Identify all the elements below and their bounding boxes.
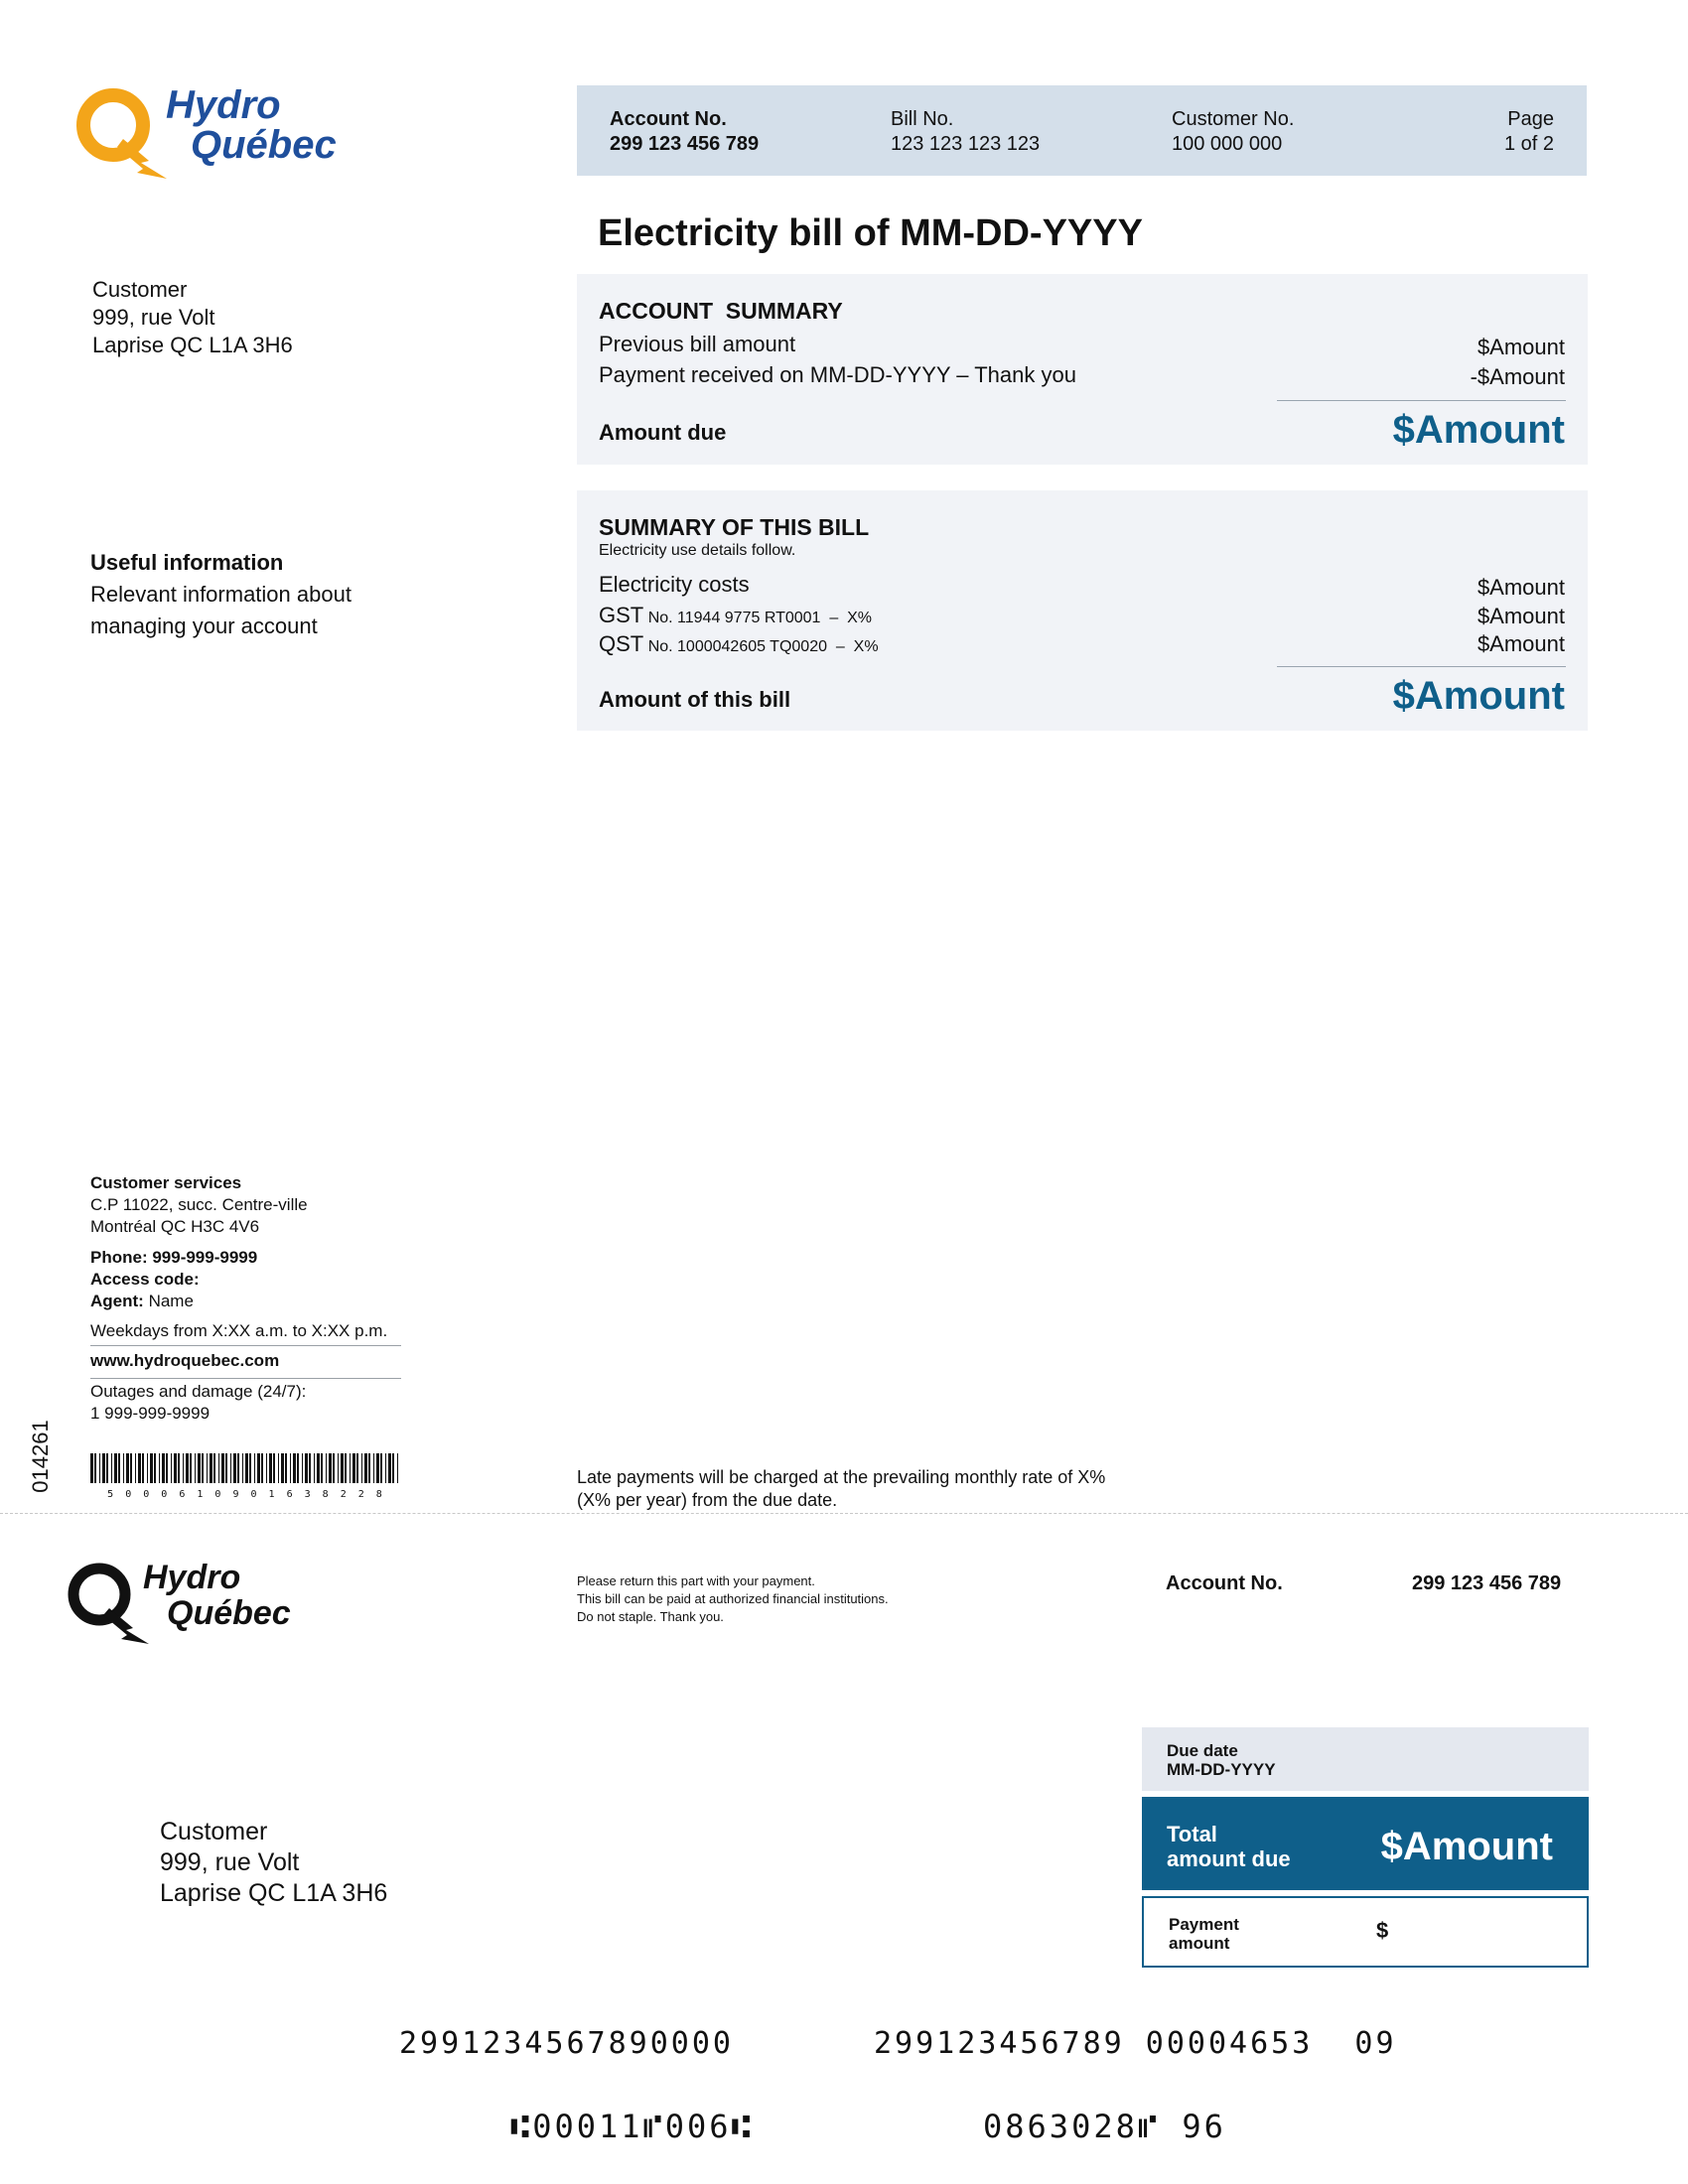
- header-page: [1504, 107, 1554, 157]
- barcode-bar: [230, 1453, 231, 1483]
- barcode-bar: [397, 1453, 398, 1483]
- barcode-bar: [186, 1453, 189, 1483]
- account-summary-heading: ACCOUNT SUMMARY: [599, 298, 843, 324]
- customer-services-website[interactable]: www.hydroquebec.com: [90, 1351, 280, 1370]
- stub-address-name: Customer: [160, 1818, 268, 1845]
- barcode-bar: [166, 1453, 168, 1483]
- barcode-bar: [254, 1453, 255, 1483]
- stub-logo-line2: Québec: [167, 1594, 291, 1632]
- stub-customer-address: [160, 1817, 387, 1909]
- barcode-bar: [376, 1453, 379, 1483]
- customer-label: Customer No.: [1172, 108, 1295, 130]
- amount-due-label: Amount due: [599, 420, 727, 445]
- barcode-bar: [233, 1453, 236, 1483]
- customer-services-rule-2: [90, 1378, 401, 1379]
- barcode-bar: [198, 1453, 201, 1483]
- barcode-bar: [202, 1453, 204, 1483]
- barcode-bar: [126, 1453, 129, 1483]
- barcode-bar: [333, 1453, 335, 1483]
- account-summary-panel: [577, 274, 1588, 465]
- stub-address-street: 999, rue Volt: [160, 1848, 300, 1876]
- ocr-line1-left: 2991234567890000: [399, 2026, 734, 2061]
- barcode-bar: [392, 1453, 394, 1483]
- bill-summary-subheading: Electricity use details follow.: [599, 542, 796, 559]
- bill-summary-heading: SUMMARY OF THIS BILL: [599, 514, 870, 540]
- header-bill: [891, 107, 1040, 157]
- barcode-bar: [361, 1453, 362, 1483]
- agent-name: Name: [148, 1292, 194, 1310]
- customer-services: [90, 1172, 408, 1425]
- barcode-bar: [118, 1453, 120, 1483]
- barcode-bar: [269, 1453, 272, 1483]
- customer-services-hours: Weekdays from X:XX a.m. to X:XX p.m.: [90, 1321, 388, 1340]
- customer-services-address1: C.P 11022, succ. Centre-ville: [90, 1195, 308, 1214]
- barcode-bar: [178, 1453, 180, 1483]
- payment-label-line1: Payment: [1169, 1915, 1239, 1934]
- bill-label: Bill No.: [891, 108, 954, 130]
- barcode-bar: [385, 1453, 386, 1483]
- barcode-bar: [321, 1453, 323, 1483]
- barcode-bar: [111, 1453, 112, 1483]
- bill-number: 123 123 123 123: [891, 133, 1041, 155]
- barcode-bar: [123, 1453, 124, 1483]
- barcode-bar: [130, 1453, 132, 1483]
- customer-services-rule-1: [90, 1345, 401, 1346]
- address-name: Customer: [92, 277, 188, 302]
- barcode-bar: [364, 1453, 367, 1483]
- micr-line2-left: ⑆00011⑈006⑆: [510, 2108, 754, 2145]
- payment-label-line2: amount: [1169, 1934, 1230, 1953]
- barcode-bar: [221, 1453, 224, 1483]
- header-account: [610, 107, 759, 157]
- late-notice-line1: Late payments will be charged at the prevailing monthly rate of X%: [577, 1467, 1106, 1487]
- barcode-bar: [114, 1453, 117, 1483]
- stub-instruction-line2: This bill can be paid at authorized financial institutions.: [577, 1591, 889, 1606]
- page-title: Electricity bill of MM-DD-YYYY: [598, 212, 1143, 254]
- barcode-bar: [195, 1453, 196, 1483]
- payment-received-label: Payment received on MM-DD-YYYY – Thank you: [599, 362, 1076, 387]
- barcode-bar: [278, 1453, 279, 1483]
- previous-bill-amount: $Amount: [1477, 335, 1565, 359]
- useful-heading: Useful information: [90, 550, 284, 575]
- address-city: Laprise QC L1A 3H6: [92, 333, 293, 357]
- barcode-bar: [162, 1453, 165, 1483]
- barcode-bar: [290, 1453, 291, 1483]
- barcode-bar: [305, 1453, 308, 1483]
- total-label-line1: Total: [1167, 1822, 1217, 1846]
- bill-summary-divider: [1277, 666, 1566, 667]
- barcode-bar: [309, 1453, 311, 1483]
- electricity-costs-label: Electricity costs: [599, 572, 750, 597]
- outages-label: Outages and damage (24/7):: [90, 1382, 307, 1401]
- total-label-line2: amount due: [1167, 1846, 1291, 1871]
- barcode-bar: [159, 1453, 160, 1483]
- barcode-bar: [106, 1453, 108, 1483]
- barcode-bar: [138, 1453, 141, 1483]
- qst-amount: $Amount: [1477, 631, 1565, 656]
- barcode-bar: [314, 1453, 315, 1483]
- electricity-costs-amount: $Amount: [1477, 575, 1565, 600]
- barcode-bar: [207, 1453, 208, 1483]
- payment-amount-box[interactable]: [1142, 1896, 1589, 1968]
- amount-of-bill-label: Amount of this bill: [599, 687, 791, 712]
- barcode-bar: [90, 1453, 93, 1483]
- logo-line2: Québec: [191, 123, 337, 167]
- barcode-bar: [317, 1453, 320, 1483]
- barcode-bar: [174, 1453, 177, 1483]
- barcode-bar: [345, 1453, 347, 1483]
- gst-label: GST: [599, 603, 644, 627]
- qst-detail: No. 1000042605 TQ0020 – X%: [647, 638, 879, 655]
- gst-amount: $Amount: [1477, 604, 1565, 628]
- bill-header: [577, 85, 1587, 176]
- barcode-bar: [388, 1453, 391, 1483]
- hydro-quebec-logo: [71, 81, 379, 181]
- barcode-bar: [147, 1453, 148, 1483]
- customer-services-heading: Customer services: [90, 1173, 242, 1192]
- page-number: 1 of 2: [1503, 133, 1554, 155]
- barcode-bar: [338, 1453, 339, 1483]
- gst-detail: No. 11944 9775 RT0001 – X%: [647, 610, 873, 626]
- previous-bill-label: Previous bill amount: [599, 332, 796, 356]
- gst-row: [599, 603, 872, 628]
- barcode-bar: [297, 1453, 299, 1483]
- barcode-bar: [380, 1453, 382, 1483]
- barcode-bar: [242, 1453, 243, 1483]
- stub-logo-line1: Hydro: [143, 1559, 241, 1596]
- payment-received-amount: -$Amount: [1470, 364, 1565, 389]
- side-code: 014261: [28, 1420, 53, 1493]
- stub-hydro-quebec-logo: [64, 1557, 332, 1646]
- barcode-bar: [326, 1453, 327, 1483]
- stub-account-label: Account No.: [1166, 1572, 1283, 1594]
- stub-account-number: 299 123 456 789: [1412, 1572, 1562, 1594]
- total-label: [1167, 1822, 1291, 1871]
- agent-label: Agent:: [90, 1292, 144, 1310]
- stub-instructions: [577, 1572, 889, 1626]
- qst-row: [599, 631, 879, 657]
- micr-line2-right: 0863028⑈ 96: [983, 2108, 1226, 2145]
- barcode-bar: [341, 1453, 344, 1483]
- barcode-bar: [183, 1453, 184, 1483]
- barcode-bar: [368, 1453, 370, 1483]
- due-date-box: [1142, 1727, 1589, 1791]
- late-notice-line2: (X% per year) from the due date.: [577, 1490, 838, 1510]
- bill-summary-panel: [577, 490, 1588, 731]
- barcode-bar: [257, 1453, 260, 1483]
- barcode-bar: [218, 1453, 219, 1483]
- customer-address: [92, 276, 293, 359]
- ocr-line1-right: 299123456789 00004653 09: [874, 2026, 1397, 2061]
- customer-services-phone: Phone: 999-999-9999: [90, 1248, 258, 1267]
- barcode-bar: [154, 1453, 156, 1483]
- barcode-bar: [245, 1453, 248, 1483]
- barcode-bar: [99, 1453, 100, 1483]
- due-date-label: Due date: [1167, 1741, 1238, 1760]
- barcode-bar: [249, 1453, 251, 1483]
- barcode-bar: [190, 1453, 192, 1483]
- due-date-value: MM-DD-YYYY: [1167, 1760, 1276, 1779]
- late-payment-notice: [577, 1466, 1105, 1512]
- barcode-bar: [171, 1453, 172, 1483]
- barcode-bar: [329, 1453, 332, 1483]
- total-amount-due-box: [1142, 1797, 1589, 1890]
- barcode-bar: [302, 1453, 303, 1483]
- customer-services-address2: Montréal QC H3C 4V6: [90, 1217, 260, 1236]
- total-amount-value: $Amount: [1380, 1825, 1553, 1868]
- barcode-digits: 5 0 0 0 6 1 0 9 0 1 6 3 8 2 2 8: [107, 1489, 385, 1500]
- useful-line2: managing your account: [90, 614, 318, 638]
- account-label: Account No.: [610, 108, 727, 130]
- barcode-bar: [213, 1453, 215, 1483]
- barcode-bar: [210, 1453, 212, 1483]
- page-label: Page: [1507, 108, 1554, 130]
- header-customer: [1172, 107, 1294, 157]
- barcode-bar: [285, 1453, 287, 1483]
- barcode-bar: [273, 1453, 275, 1483]
- useful-line1: Relevant information about: [90, 582, 352, 607]
- barcode-bar: [373, 1453, 374, 1483]
- amount-of-bill-value: $Amount: [1392, 674, 1565, 718]
- outages-phone: 1 999-999-9999: [90, 1404, 211, 1423]
- barcode-bar: [356, 1453, 358, 1483]
- barcode-bar: [281, 1453, 284, 1483]
- address-street: 999, rue Volt: [92, 305, 215, 330]
- barcode-bar: [350, 1453, 351, 1483]
- payment-dollar-sign: $: [1376, 1918, 1389, 1943]
- barcode-bar: [150, 1453, 153, 1483]
- stub-instruction-line3: Do not staple. Thank you.: [577, 1609, 724, 1624]
- stub-address-city: Laprise QC L1A 3H6: [160, 1879, 388, 1907]
- logo-line1: Hydro: [166, 83, 281, 127]
- customer-services-access-code: Access code:: [90, 1270, 200, 1289]
- barcode-bar: [142, 1453, 144, 1483]
- barcode-bar: [102, 1453, 105, 1483]
- barcode-bar: [237, 1453, 239, 1483]
- qst-label: QST: [599, 631, 644, 656]
- barcode-bar: [352, 1453, 355, 1483]
- customer-number: 100 000 000: [1172, 133, 1283, 155]
- tear-line: [0, 1513, 1688, 1514]
- barcode-bar: [225, 1453, 227, 1483]
- barcode-bar: [266, 1453, 267, 1483]
- customer-services-agent: [90, 1291, 408, 1312]
- barcode-bars: [90, 1453, 402, 1483]
- account-summary-divider: [1277, 400, 1566, 401]
- account-number: 299 123 456 789: [610, 133, 760, 155]
- barcode-bar: [94, 1453, 96, 1483]
- barcode-bar: [135, 1453, 136, 1483]
- barcode-bar: [261, 1453, 263, 1483]
- stub-instruction-line1: Please return this part with your payment.: [577, 1573, 815, 1588]
- payment-label: [1169, 1915, 1239, 1953]
- amount-due-value: $Amount: [1392, 408, 1565, 452]
- useful-information: [90, 547, 352, 642]
- barcode-bar: [293, 1453, 296, 1483]
- barcode: [90, 1453, 402, 1500]
